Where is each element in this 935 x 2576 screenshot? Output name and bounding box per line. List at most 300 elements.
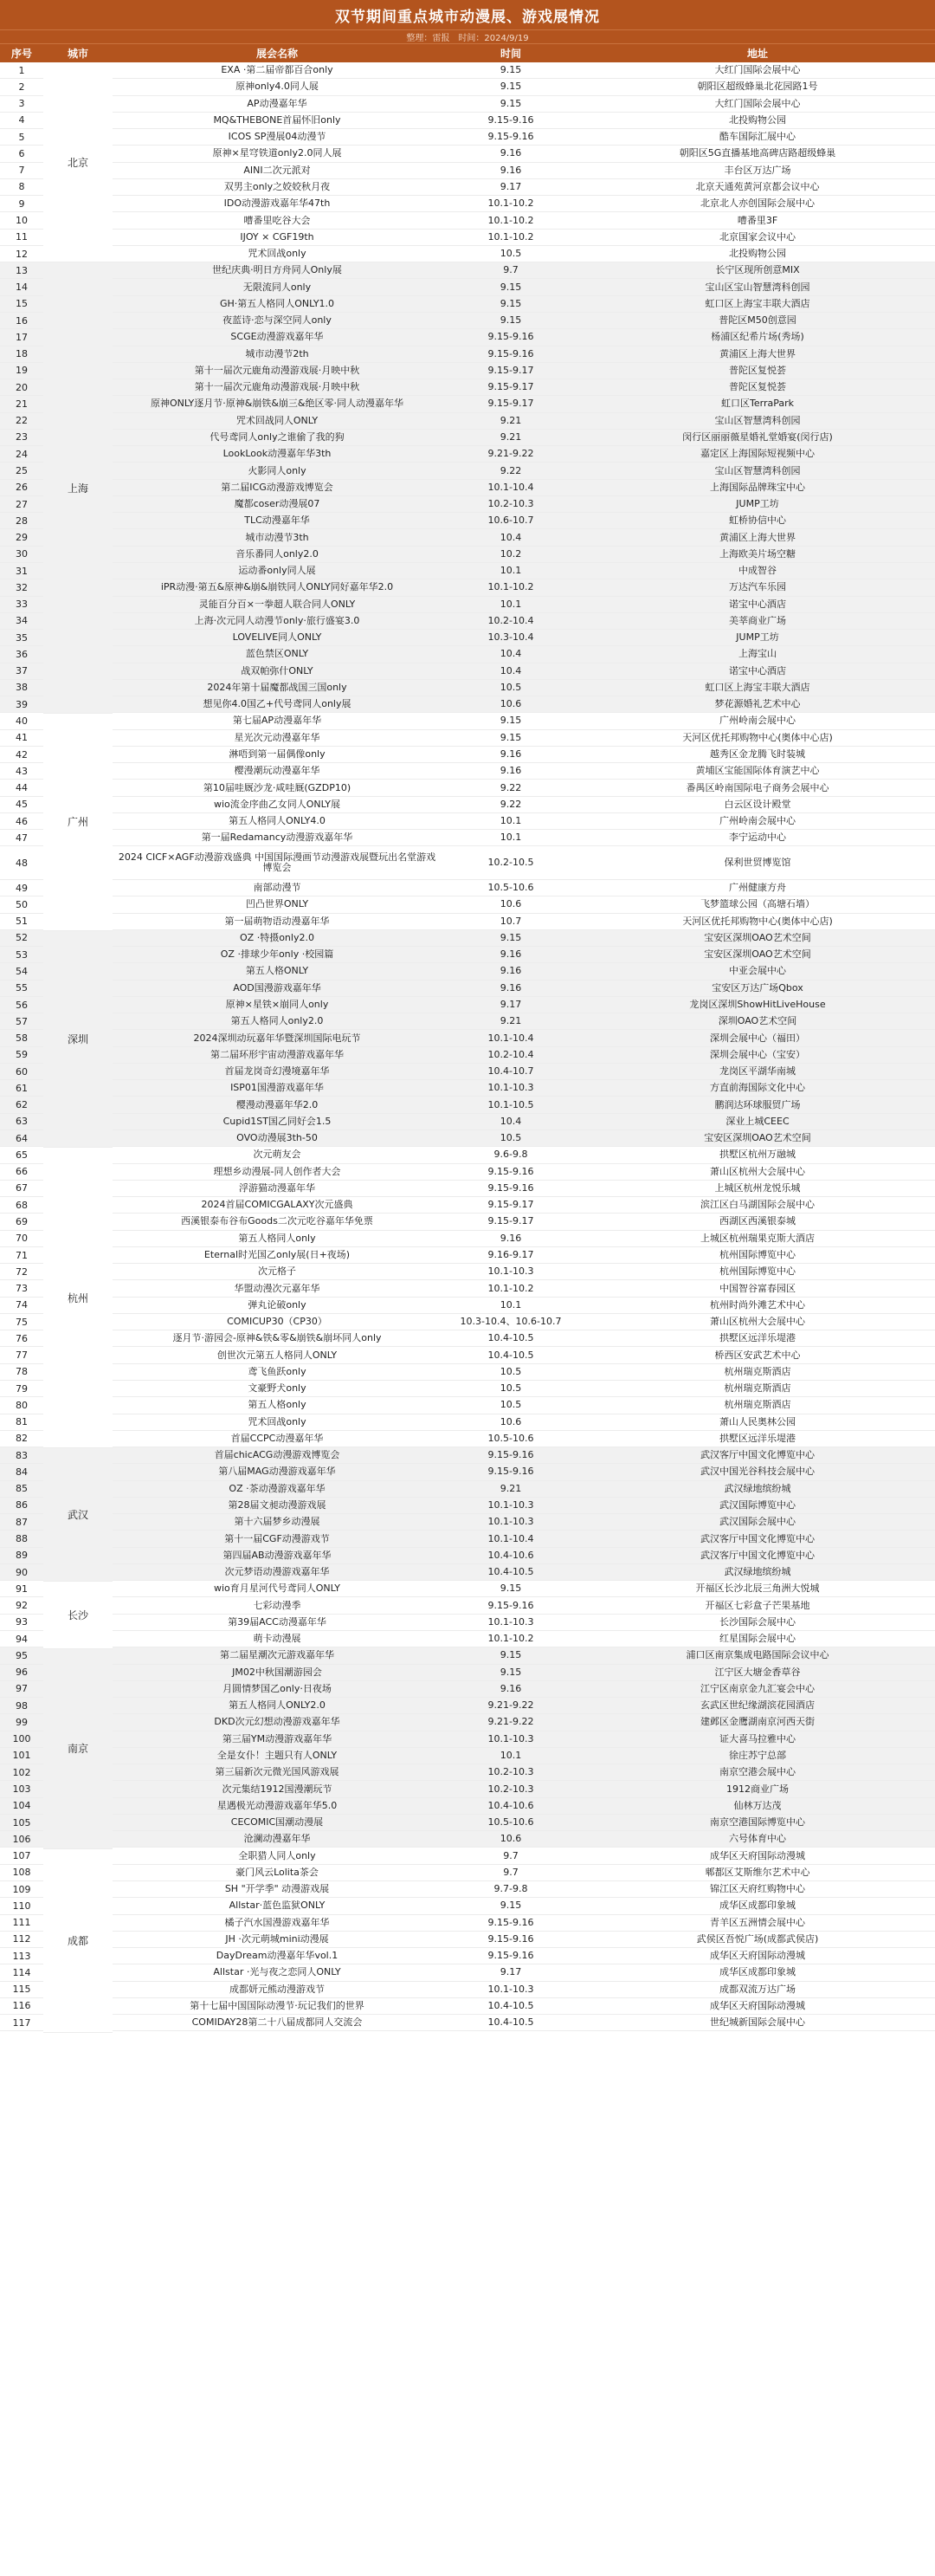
event-time: 10.4-10.5 — [487, 1567, 534, 1578]
event-time: 10.1 — [500, 566, 522, 577]
event-address: 萧山区杭州大会展中心 — [710, 1317, 805, 1328]
event-name: DKD次元幻想动漫游戏嘉年华 — [214, 1717, 340, 1728]
event-address: 拱墅区远洋乐堤港 — [719, 1433, 796, 1444]
row-number: 64 — [0, 1130, 43, 1147]
table-row — [113, 1665, 935, 1681]
table-row — [113, 1881, 935, 1898]
city-label: 南京 — [43, 1649, 113, 1849]
row-number: 73 — [0, 1280, 43, 1297]
event-time: 9.16 — [500, 949, 522, 961]
row-number: 62 — [0, 1097, 43, 1113]
event-time: 10.2-10.3 — [487, 1767, 534, 1778]
event-name: 次元梦语动漫游戏嘉年华 — [224, 1567, 330, 1578]
table-row — [113, 1464, 935, 1480]
table-row — [113, 680, 935, 696]
event-name: 第十一届次元鹿角动漫游戏展·月映中秋 — [194, 365, 360, 376]
event-time: 9.15 — [500, 732, 522, 743]
event-name: ICOS SP漫展04动漫节 — [228, 132, 326, 143]
event-time: 9.16 — [500, 982, 522, 994]
event-name: 第三届YM动漫游戏嘉年华 — [222, 1733, 332, 1744]
event-address: 深圳OAO艺术空间 — [718, 1016, 797, 1027]
table-row — [113, 896, 935, 913]
event-address: 北京北人亦创国际会展中心 — [700, 198, 815, 210]
event-time: 10.4 — [500, 665, 522, 676]
row-number: 108 — [0, 1865, 43, 1881]
table-row — [113, 579, 935, 596]
event-address: 中成智谷 — [738, 566, 777, 577]
event-time: 10.4-10.5 — [487, 1349, 534, 1361]
table-row — [113, 1064, 935, 1080]
row-number: 82 — [0, 1431, 43, 1447]
table-row — [113, 930, 935, 947]
event-address: 青羊区五洲情会展中心 — [710, 1917, 805, 1928]
event-address: 虹口区TerraPark — [721, 398, 794, 410]
row-number: 51 — [0, 914, 43, 930]
table-row — [113, 62, 935, 79]
row-number: 14 — [0, 279, 43, 295]
event-name: 成都妍元熊动漫游戏节 — [229, 1984, 325, 1995]
event-time: 9.15 — [500, 98, 522, 109]
city-column — [43, 62, 113, 2033]
table-row — [113, 196, 935, 212]
event-name: 第二届ICG动漫游戏博览会 — [221, 482, 333, 493]
row-number: 32 — [0, 579, 43, 596]
table-row — [113, 179, 935, 196]
event-time: 10.5 — [500, 1366, 522, 1377]
event-address: 江宁区大塘金香草谷 — [714, 1667, 801, 1678]
event-time: 10.5 — [500, 249, 522, 260]
row-number: 2 — [0, 79, 43, 95]
event-time: 10.1 — [500, 1299, 522, 1311]
row-number: 76 — [0, 1330, 43, 1347]
event-time: 10.2 — [500, 548, 522, 560]
event-address: 龙岗区平湖华南城 — [719, 1066, 796, 1078]
event-name: 逐月节·游园会-原神&铁&零&崩铁&崩坏同人only — [172, 1333, 382, 1344]
row-number: 3 — [0, 96, 43, 113]
row-number: 59 — [0, 1047, 43, 1064]
subtitle-bar — [0, 29, 935, 43]
event-address: 中亚会展中心 — [729, 966, 786, 977]
event-time: 9.15-9.16 — [487, 1600, 534, 1611]
row-number: 115 — [0, 1982, 43, 1998]
city-label: 深圳 — [43, 931, 113, 1149]
event-address: 广州岭南会展中心 — [719, 816, 796, 827]
event-time: 9.15-9.16 — [487, 1450, 534, 1461]
row-number: 67 — [0, 1181, 43, 1197]
event-name: Eternal时光国乙only展(日+夜场) — [203, 1250, 351, 1260]
event-name: 樱漫潮玩动漫嘉年华 — [234, 766, 320, 777]
table-row — [113, 113, 935, 129]
table-row — [113, 363, 935, 379]
event-time: 9.16 — [500, 749, 522, 761]
event-name: 城市动漫节3th — [245, 532, 309, 543]
event-time: 9.15-9.16 — [487, 132, 534, 143]
event-address: 普陀区M50创意园 — [719, 315, 796, 327]
row-number: 23 — [0, 430, 43, 446]
row-number: 13 — [0, 262, 43, 279]
event-address: 锦江区天府红购物中心 — [710, 1884, 805, 1895]
row-number: 40 — [0, 713, 43, 729]
row-number: 95 — [0, 1647, 43, 1664]
event-time: 10.1-10.2 — [487, 198, 534, 210]
row-number: 87 — [0, 1514, 43, 1531]
event-name: 第五人格同人ONLY2.0 — [229, 1700, 326, 1712]
event-address: 武汉国际会展中心 — [719, 1517, 796, 1528]
event-address: 浦口区南京集成电路国际会议中心 — [686, 1650, 829, 1661]
table-row — [113, 1998, 935, 2015]
event-name: 想见你4.0国乙+代号鸢同人only展 — [203, 699, 351, 710]
city-label: 成都 — [43, 1849, 113, 2033]
event-address: 深圳会展中心（宝安） — [710, 1049, 805, 1060]
table-row — [113, 547, 935, 563]
table-row — [113, 1130, 935, 1147]
row-number: 72 — [0, 1264, 43, 1280]
event-name: 原神ONLY逐月节·原神&崩铁&崩三&绝区零·同人动漫嘉年华 — [151, 398, 403, 410]
event-time: 9.15-9.17 — [487, 382, 534, 393]
event-name: IJOY × CGF19th — [240, 231, 314, 243]
event-name: 2024年第十届魔都战国三国only — [207, 682, 347, 693]
event-time: 9.21 — [500, 1483, 522, 1494]
table-row — [113, 313, 935, 329]
event-address: 杭州国际博览中心 — [719, 1266, 796, 1278]
event-name: wio育月星河代号鸢同人ONLY — [213, 1583, 341, 1595]
row-number: 37 — [0, 663, 43, 680]
table-row — [113, 379, 935, 396]
event-name: 原神×星铁×崩同人only — [225, 1000, 329, 1011]
event-time: 9.16 — [500, 1683, 522, 1694]
event-address: 杭州瑞克斯酒店 — [724, 1383, 791, 1395]
event-name: IDO动漫游戏嘉年华47th — [223, 198, 331, 210]
event-name: 第五人格only — [248, 1400, 306, 1411]
events-column — [113, 62, 935, 2033]
row-number: 49 — [0, 880, 43, 896]
event-address: 长宁区现所创意MIX — [715, 265, 800, 276]
row-number: 15 — [0, 296, 43, 313]
event-name: 淋唔到第一届偶像only — [229, 749, 326, 761]
row-number: 85 — [0, 1481, 43, 1498]
event-name: 咒术回战only — [248, 249, 306, 260]
event-address: 滨江区白马湖国际会展中心 — [700, 1200, 815, 1211]
event-time: 10.4-10.5 — [487, 1333, 534, 1344]
row-number: 104 — [0, 1798, 43, 1815]
event-time: 9.22 — [500, 465, 522, 476]
city-label: 广州 — [43, 714, 113, 931]
event-time: 9.15 — [500, 932, 522, 943]
event-time: 9.7-9.8 — [493, 1884, 528, 1895]
event-address: 成都双流万达广场 — [719, 1984, 796, 1995]
table-row — [113, 730, 935, 747]
event-address: 嘈番里3F — [737, 215, 778, 226]
event-name: 代号鸢同人only之谁偷了我的狗 — [210, 431, 345, 443]
table-row — [113, 146, 935, 162]
event-address: 诺宝中心酒店 — [729, 665, 786, 676]
event-name: Allstar ·光与夜之恋同人ONLY — [213, 1967, 341, 1978]
row-number: 42 — [0, 747, 43, 763]
event-name: 第二届星潮次元游戏嘉年华 — [220, 1650, 334, 1661]
event-name: 2024首届COMICGALAXY次元盛典 — [201, 1200, 353, 1211]
row-number: 36 — [0, 646, 43, 663]
event-address: 嘉定区上海国际短视频中心 — [700, 449, 815, 460]
event-name: OZ ·排球少年only ·校园篇 — [220, 949, 334, 961]
event-address: 拱墅区远洋乐堤港 — [719, 1333, 796, 1344]
event-address: 宝安区深圳OAO艺术空间 — [704, 932, 811, 943]
event-address: 中国智谷富春园区 — [719, 1283, 796, 1294]
event-name: 星光次元动漫嘉年华 — [234, 732, 320, 743]
event-address: 宝安区深圳OAO艺术空间 — [704, 1133, 811, 1144]
table-row — [113, 329, 935, 346]
row-number: 96 — [0, 1665, 43, 1681]
event-time: 9.15-9.16 — [487, 1951, 534, 1962]
event-name: TLC动漫嘉年华 — [244, 515, 310, 527]
event-time: 10.1-10.4 — [487, 1533, 534, 1544]
table-row — [113, 1932, 935, 1948]
row-number: 35 — [0, 630, 43, 646]
table-row — [113, 1047, 935, 1064]
event-name: MQ&THEBONE首届怀旧only — [213, 114, 341, 126]
event-time: 9.15-9.16 — [487, 348, 534, 359]
table-row — [113, 1848, 935, 1864]
table-row — [113, 296, 935, 313]
row-number: 109 — [0, 1881, 43, 1898]
table-row — [113, 246, 935, 262]
event-name: 第五人格同人only2.0 — [230, 1016, 324, 1027]
row-number: 79 — [0, 1381, 43, 1397]
row-number: 60 — [0, 1064, 43, 1080]
event-address: 天河区优托邦购物中心(奥体中心店) — [682, 916, 833, 927]
city-label: 杭州 — [43, 1148, 113, 1448]
event-name: 首届CCPC动漫嘉年华 — [230, 1433, 324, 1444]
event-name: 第四届AB动漫游戏嘉年华 — [222, 1550, 332, 1561]
table-row — [113, 1330, 935, 1347]
event-time: 9.15-9.16 — [487, 1182, 534, 1194]
event-name: 月圆情梦国乙only·日夜场 — [222, 1683, 332, 1694]
event-address: 杨浦区纪希片场(秀场) — [711, 332, 804, 343]
table-row — [113, 563, 935, 579]
table-row — [113, 1013, 935, 1030]
event-time: 10.1-10.3 — [487, 1083, 534, 1094]
event-time: 10.1 — [500, 1750, 522, 1761]
event-name: 第八届MAG动漫游戏嘉年华 — [218, 1466, 336, 1478]
row-number: 90 — [0, 1564, 43, 1581]
event-time: 9.21 — [500, 415, 522, 426]
event-address: 上城区杭州瑞果克斯大酒店 — [700, 1233, 815, 1244]
event-address: 武汉绿地缤纷城 — [724, 1483, 791, 1494]
event-address: 萧山区杭州大会展中心 — [710, 1166, 805, 1177]
table-row — [113, 1798, 935, 1815]
event-address: JUMP工坊 — [736, 632, 779, 644]
event-name: OVO动漫展3th-50 — [236, 1133, 318, 1144]
event-address: 武汉绿地缤纷城 — [724, 1567, 791, 1578]
row-number: 44 — [0, 780, 43, 796]
event-address: 飞梦篮球公园（高塘石墙） — [700, 899, 815, 910]
event-time: 10.4 — [500, 532, 522, 543]
event-address: 武汉客厅中国文化博览中心 — [700, 1533, 815, 1544]
table-row — [113, 463, 935, 479]
event-address: 武侯区吾悦广场(成都武侯店) — [696, 1933, 819, 1945]
event-address: 保利世贸博览馆 — [724, 858, 791, 869]
event-name: 第七届AP动漫嘉年华 — [232, 715, 322, 727]
row-number: 52 — [0, 930, 43, 947]
event-time: 10.1-10.3 — [487, 1499, 534, 1511]
row-number: 116 — [0, 1998, 43, 2015]
event-name: 音乐番同人only2.0 — [235, 548, 319, 560]
row-number: 92 — [0, 1597, 43, 1614]
event-time: 10.1 — [500, 832, 522, 844]
event-address: 黄埔区宝能国际体育演艺中心 — [695, 766, 820, 777]
event-name: 沧澜动漫嘉年华 — [243, 1834, 311, 1845]
event-address: 成华区成都印象城 — [719, 1967, 796, 1978]
event-time: 9.7 — [503, 1850, 519, 1861]
event-name: 无限流同人only — [242, 282, 312, 293]
table-row — [113, 430, 935, 446]
event-address: 大红门国际会展中心 — [714, 65, 801, 76]
event-time: 9.15-9.16 — [487, 1917, 534, 1928]
event-name: Cupid1ST国乙同好会1.5 — [222, 1116, 332, 1127]
event-address: 证大喜马拉雅中心 — [719, 1733, 796, 1744]
table-row — [113, 1097, 935, 1113]
event-time: 9.22 — [500, 782, 522, 793]
event-time: 9.16 — [500, 966, 522, 977]
event-name: 夜蓝诗·恋与深空同人only — [222, 315, 332, 327]
event-time: 9.15 — [500, 298, 522, 309]
event-name: 第十一届次元鹿角动漫游戏展·月映中秋 — [194, 382, 360, 393]
event-time: 10.1-10.3 — [487, 1984, 534, 1995]
event-time: 9.15-9.17 — [487, 398, 534, 410]
table-row — [113, 529, 935, 546]
event-name: 西溪银泰布谷布Goods二次元吃谷嘉年华免票 — [181, 1216, 373, 1227]
table-row — [113, 1631, 935, 1647]
event-time: 10.1-10.4 — [487, 1032, 534, 1044]
event-name: 樱漫动漫嘉年华2.0 — [235, 1099, 319, 1110]
event-address: 黄浦区上海大世界 — [719, 348, 796, 359]
event-address: 越秀区金龙腾飞时装城 — [710, 749, 805, 761]
table-row — [113, 1264, 935, 1280]
row-number: 102 — [0, 1764, 43, 1781]
event-time: 10.5-10.6 — [487, 1433, 534, 1444]
table-row — [113, 279, 935, 295]
header-no: 序号 — [10, 48, 32, 60]
row-number: 107 — [0, 1848, 43, 1864]
event-address: 黄浦区上海大世界 — [719, 532, 796, 543]
event-address: 宝山区智慧湾科创园 — [714, 465, 801, 476]
table-row — [113, 413, 935, 430]
row-number: 57 — [0, 1013, 43, 1030]
event-name: 2024深圳动玩嘉年华暨深圳国际电玩节 — [193, 1032, 361, 1044]
event-name: EXA ·第二届帝都百合only — [221, 65, 333, 76]
event-address: 虹口区上海宝丰联大酒店 — [705, 298, 810, 309]
event-time: 9.15 — [500, 65, 522, 76]
event-name: 星遇极光动漫游戏嘉年华5.0 — [216, 1800, 338, 1811]
event-address: 方直前海国际文化中心 — [710, 1083, 805, 1094]
event-time: 10.4 — [500, 649, 522, 660]
event-address: 虹口区上海宝丰联大酒店 — [705, 682, 810, 693]
event-time: 10.1-10.2 — [487, 1283, 534, 1294]
table-row — [113, 1197, 935, 1214]
table-row — [113, 1548, 935, 1564]
event-address: 万达汽车乐园 — [729, 582, 786, 593]
event-name: 南部动漫节 — [253, 883, 301, 894]
event-time: 10.6 — [500, 899, 522, 910]
event-address: 成华区成都印象城 — [719, 1900, 796, 1912]
event-time: 9.15-9.16 — [487, 114, 534, 126]
event-time: 9.7 — [503, 1867, 519, 1878]
event-address: 宝山区智慧湾科创园 — [714, 415, 801, 426]
event-name: 萌卡动漫展 — [253, 1634, 301, 1645]
table-row — [113, 513, 935, 529]
event-address: 拱墅区杭州万融城 — [719, 1149, 796, 1161]
table-row — [113, 1181, 935, 1197]
table-row — [113, 1714, 935, 1731]
event-time: 10.2-10.4 — [487, 1049, 534, 1060]
table-row — [113, 262, 935, 279]
table-row — [113, 1681, 935, 1698]
row-number: 94 — [0, 1631, 43, 1647]
row-number: 56 — [0, 997, 43, 1013]
table-row — [113, 1615, 935, 1631]
table-row — [113, 1364, 935, 1381]
event-address: 江宁区南京金九汇宴会中心 — [700, 1683, 815, 1694]
row-number: 105 — [0, 1815, 43, 1831]
row-number: 89 — [0, 1548, 43, 1564]
event-time: 10.2-10.5 — [487, 858, 534, 869]
event-address: 普陀区复悦荟 — [729, 365, 786, 376]
event-address: 李宁运动中心 — [729, 832, 786, 844]
event-time: 10.5 — [500, 1383, 522, 1395]
event-time: 9.21 — [500, 1016, 522, 1027]
event-time: 9.15-9.16 — [487, 1166, 534, 1177]
event-name: AINI二次元派对 — [243, 165, 311, 176]
table-row — [113, 846, 935, 880]
table-row — [113, 963, 935, 980]
event-address: 桥西区安武艺术中心 — [714, 1349, 801, 1361]
table-row — [113, 79, 935, 95]
event-address: 朝阳区超级蜂巢北花园路1号 — [697, 81, 818, 93]
event-time: 10.2-10.4 — [487, 615, 534, 626]
event-time: 10.1-10.4 — [487, 482, 534, 493]
event-time: 9.15 — [500, 715, 522, 727]
row-number: 16 — [0, 313, 43, 329]
event-name: 豪门风云Lolita茶会 — [235, 1867, 319, 1878]
event-address: 开福区七彩盒子芒果基地 — [705, 1600, 810, 1611]
row-number: 27 — [0, 496, 43, 513]
row-number: 74 — [0, 1298, 43, 1314]
event-time: 10.4-10.6 — [487, 1800, 534, 1811]
row-number: 80 — [0, 1397, 43, 1414]
event-address: 成华区天府国际动漫城 — [710, 1951, 805, 1962]
event-name: 全职猎人同人only — [238, 1850, 316, 1861]
row-number: 55 — [0, 981, 43, 997]
table-row — [113, 1564, 935, 1581]
row-number: 22 — [0, 413, 43, 430]
table-row — [113, 880, 935, 896]
row-number: 112 — [0, 1932, 43, 1948]
event-name: DayDream动漫嘉年华vol.1 — [216, 1951, 339, 1962]
event-name: iPR动漫·第五&原神&崩&崩铁同人ONLY同好嘉年华2.0 — [160, 582, 394, 593]
event-time: 9.15-9.16 — [487, 1466, 534, 1478]
event-name: 运动番only同人展 — [238, 566, 316, 577]
event-name: 城市动漫节2th — [245, 348, 309, 359]
table-row — [113, 646, 935, 663]
event-name: 理想乡动漫展-同人创作者大会 — [213, 1166, 341, 1177]
page-subtitle: 整理：雷报 时间：2024/9/19 — [406, 34, 529, 43]
table-row — [113, 1164, 935, 1181]
table-row — [113, 1247, 935, 1264]
event-time: 10.4-10.5 — [487, 2000, 534, 2011]
event-address: 普陀区复悦荟 — [729, 382, 786, 393]
table-row — [113, 496, 935, 513]
table-row — [113, 1698, 935, 1714]
event-name: 第五人格ONLY — [245, 966, 309, 977]
